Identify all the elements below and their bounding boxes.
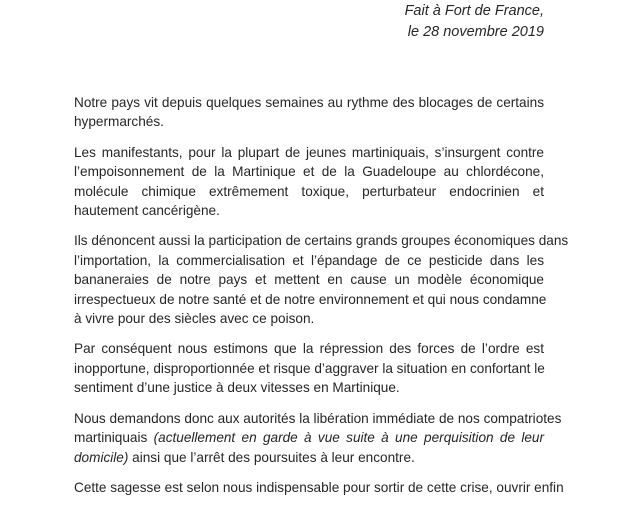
text-line: Nous demandons donc aux autorités la libération immédiate de nos compatriotes (74, 410, 562, 426)
letter-header (405, 1, 544, 43)
paragraph-wisdom (74, 478, 564, 497)
text-line: bananeraies de notre pays et mettent en cause un modèle économique (74, 272, 544, 288)
text-line: Cette sagesse est selon nous indispensable pour sortir de cette crise, ouvrir enfin (74, 479, 564, 495)
place-line: Fait à Fort de France, (404, 3, 544, 19)
text-line: hypermarchés. (74, 114, 164, 130)
italic-segment: domicile) (74, 449, 129, 465)
text-line: Ils dénoncent aussi la participation de certains grands groupes économiques dans (74, 233, 569, 249)
text-line: hautement cancérigène. (74, 203, 220, 219)
text-line: l’importation, la commercialisation et l’épandage de ce pesticide dans les (74, 252, 544, 268)
text-line: molécule chimique extrêmement toxique, perturbateur endocrinien et (74, 183, 544, 199)
date-line: le 28 novembre 2019 (407, 24, 544, 40)
paragraph-blockades (74, 93, 544, 132)
paragraph-demands (74, 409, 562, 467)
paragraph-protesters (74, 143, 544, 221)
text-line: Les manifestants, pour la plupart de jeunes martiniquais, s’insurgent contre (74, 144, 544, 160)
text-line: inopportune, disproportionnée et risque d’aggraver la situation en confortant le (74, 360, 545, 376)
paragraph-repression (74, 339, 544, 397)
text-line: irrespectueux de notre santé et de notre environnement et qui nous condamne (74, 291, 547, 307)
text-line: Notre pays vit depuis quelques semaines au rythme des blocages de certains (74, 95, 544, 110)
text-line: à vivre pour des siècles avec ce poison. (74, 311, 315, 327)
text-segment: ainsi que l’arrêt des poursuites à leur encontre. (128, 449, 415, 465)
italic-segment: (actuellement en garde à vue suite à une perquisition de leur (153, 430, 544, 446)
text-line: sentiment d’une justice à deux vitesses en Martinique. (74, 380, 400, 396)
letter-body (74, 93, 569, 508)
paragraph-denounce (74, 231, 569, 328)
text-line: Par conséquent nous estimons que la répression des forces de l’ordre est (74, 341, 544, 357)
text-line (74, 428, 544, 447)
text-segment: martiniquais (74, 430, 154, 446)
text-line (74, 448, 544, 467)
text-line: l’empoisonnement de la Martinique et de la Guadeloupe au chlordécone, (74, 164, 544, 180)
